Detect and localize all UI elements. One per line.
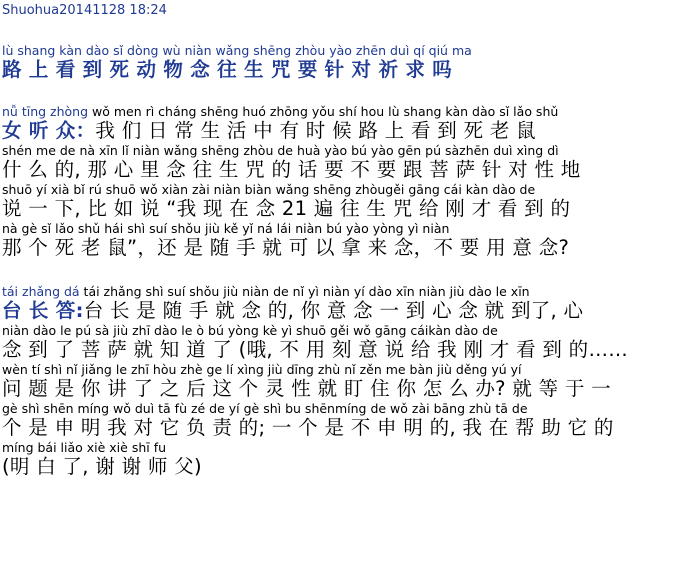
answer-text-2: 念 到 了 菩 萨 就 知 道 了 (哦, 不 用 刻 意 说 给 我 刚 才 看 到 的…… — [2, 338, 629, 361]
answer-pinyin-3: wèn tí shì nǐ jiǎng le zhī hòu zhè ge lí xìng jiù dīng zhù nǐ zěn me bàn jiù děng yú yí — [2, 362, 522, 377]
answer-line — [2, 299, 678, 323]
answer-text-3: 问 题 是 你 讲 了 之 后 这 个 灵 性 就 盯 住 你 怎 么 办? 就 等 于 一 — [2, 377, 612, 400]
answer-pinyin-2: niàn dào le pú sà jiù zhī dào le ò bú yòng kè yì shuō gěi wǒ gāng cáikàn dào de — [2, 323, 498, 338]
question-label: 女 听 众： — [2, 119, 96, 142]
question-text-4: 那 个 死 老 鼠”，还 是 随 手 就 可 以 拿 来 念，不 要 用 意 念? — [2, 236, 570, 259]
question-pinyin-4: nà gè sǐ lǎo shǔ hái shì suí shǒu jiù kě yǐ ná lái niàn bú yào yòng yì niàn — [2, 221, 450, 236]
title-text: 路 上 看 到 死 动 物 念 往 生 咒 要 针 对 祈 求 吗 — [2, 58, 453, 81]
question-pinyin-2: shén me de nà xīn lǐ niàn wǎng shēng zhòu de huà yào bú yào gēn pú sàzhēn duì xìng dì — [2, 143, 559, 158]
question-line — [2, 119, 678, 143]
question-label-pinyin: nǚ tīng zhòng — [2, 104, 89, 119]
answer-label: 台 长 答: — [2, 299, 84, 322]
answer-label-pinyin: tái zhǎng dá — [2, 284, 80, 299]
answer-text-4: 个 是 申 明 我 对 它 负 责 的; 一 个 是 不 申 明 的, 我 在 帮 助 它 的 — [2, 416, 614, 439]
title-block — [2, 43, 678, 82]
answer-text-1: 台 长 是 随 手 就 念 的, 你 意 念 一 到 心 念 就 到了, 心 — [83, 299, 584, 322]
answer-block — [2, 284, 678, 479]
question-block — [2, 104, 678, 260]
answer-pinyin-5: míng bái liǎo xiè xiè shī fu — [2, 440, 167, 455]
answer-line-pinyin — [2, 284, 678, 299]
answer-pinyin-4: gè shì shēn míng wǒ duì tā fù zé de yí gè shì bu shēnmíng de wǒ zài bāng zhù tā de — [2, 401, 528, 416]
answer-pinyin-1: tái zhǎng shì suí shǒu jiù niàn de nǐ yì niàn yí dào xīn niàn jiù dào le xīn — [79, 284, 530, 299]
question-pinyin-1: wǒ men rì cháng shēng huó zhōng yǒu shí hou lù shang kàn dào sǐ lǎo shǔ — [88, 104, 559, 119]
timestamp: Shuohua20141128 18:24 — [2, 3, 167, 18]
question-text-2: 什 么 的, 那 心 里 念 往 生 咒 的 话 要 不 要 跟 菩 萨 针 对 性 地 — [2, 158, 581, 181]
title-pinyin: lù shang kàn dào sǐ dòng wù niàn wǎng shēng zhòu yào zhēn duì qí qiú ma — [2, 43, 472, 58]
question-pinyin-3: shuō yí xià bǐ rú shuō wǒ xiàn zài niàn biàn wǎng shēng zhòugěi gāng cái kàn dào de — [2, 182, 536, 197]
question-text-1: 我 们 日 常 生 活 中 有 时 候 路 上 看 到 死 老 鼠 — [95, 119, 536, 142]
question-text-3: 说 一 下, 比 如 说 “我 现 在 念 21 遍 往 生 咒 给 刚 才 看 到 的 — [2, 197, 571, 220]
question-line-pinyin — [2, 104, 678, 119]
answer-text-5: (明 白 了, 谢 谢 师 父) — [2, 455, 202, 478]
